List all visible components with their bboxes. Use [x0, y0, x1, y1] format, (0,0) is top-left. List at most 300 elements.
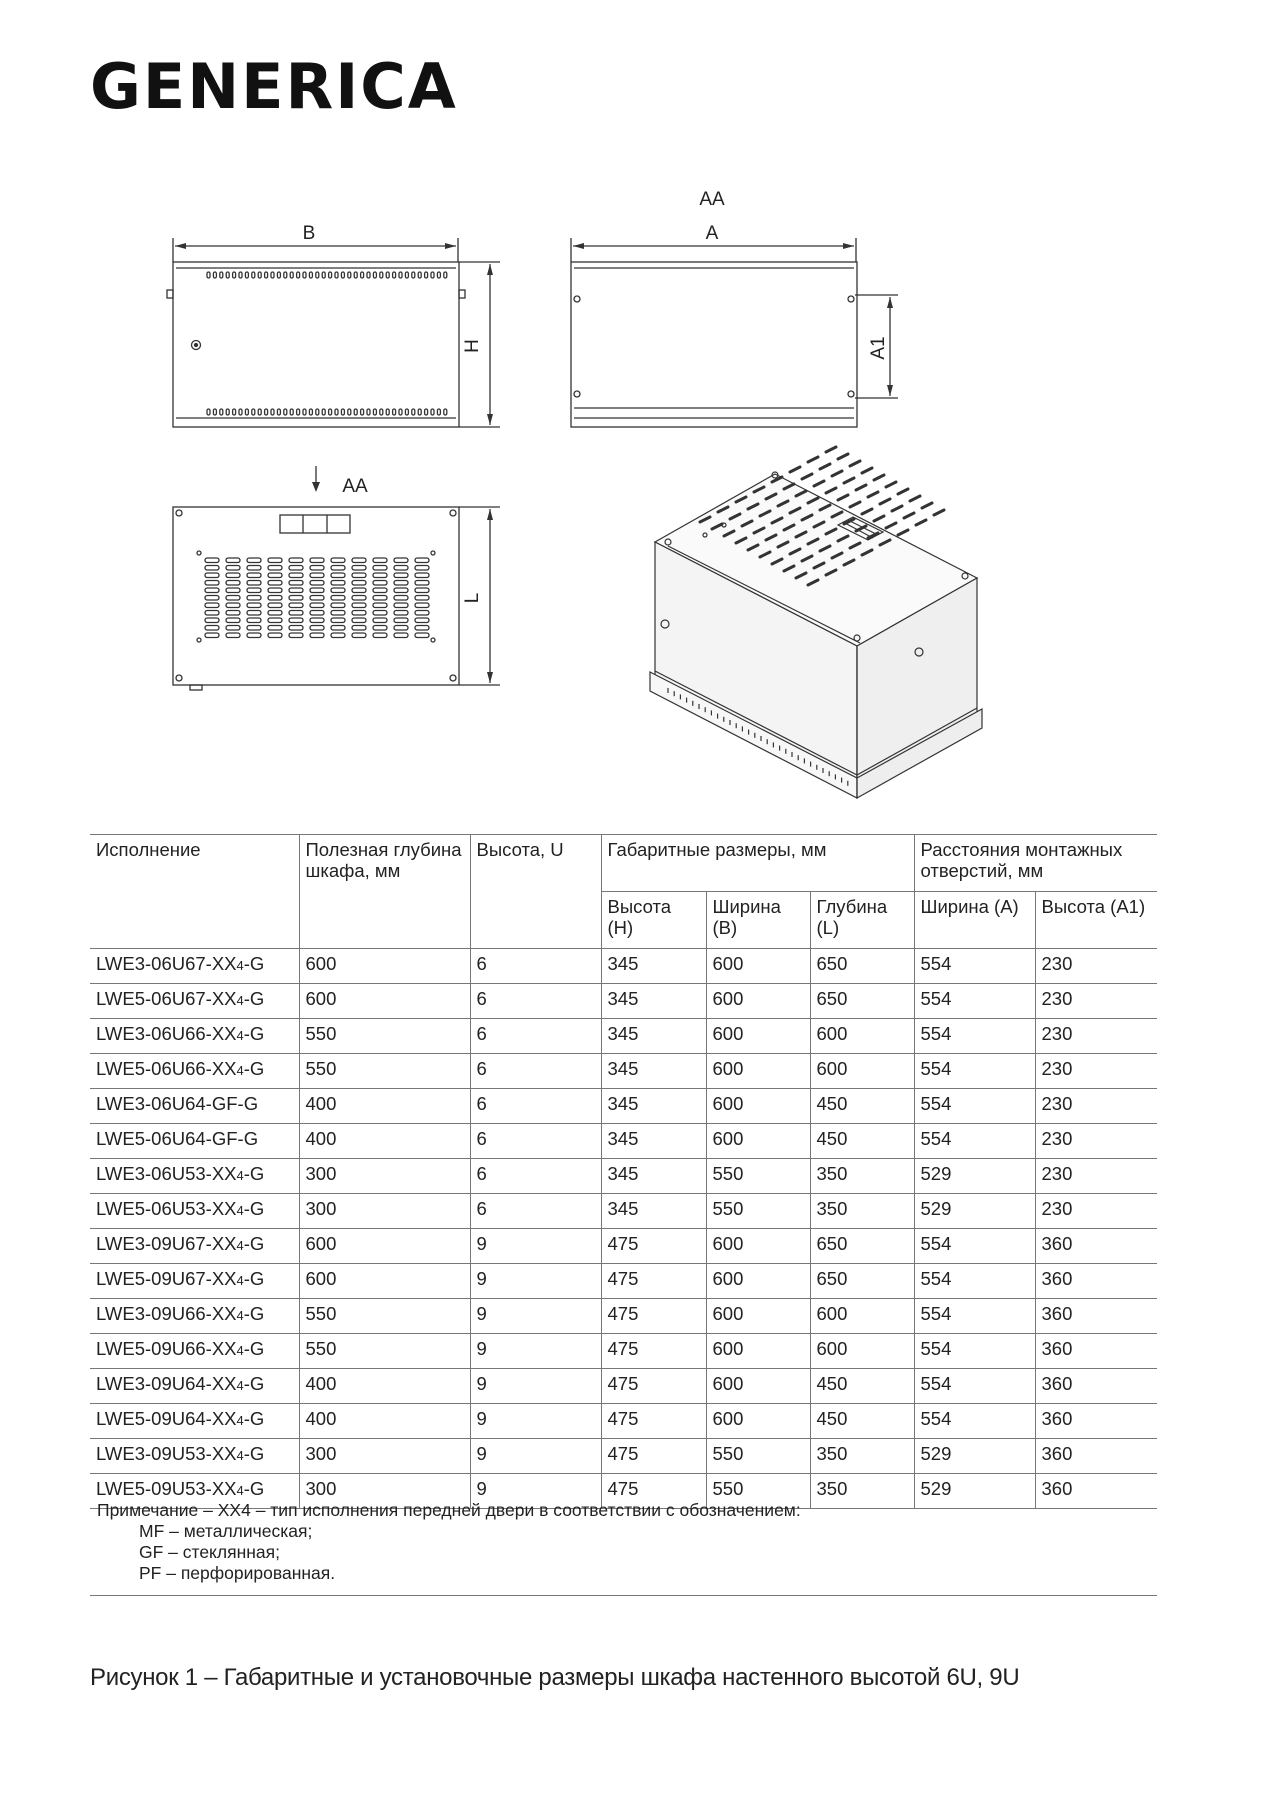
- vent-slot: [284, 272, 287, 278]
- specs-table: [90, 834, 1157, 1509]
- cell-a: 554: [914, 1264, 1035, 1299]
- table-row: [90, 1159, 1157, 1194]
- vent-slot: [394, 566, 408, 571]
- cell-b: 600: [706, 1089, 810, 1124]
- vent-slot: [394, 588, 408, 593]
- vent-slot: [226, 558, 240, 563]
- cell-h: 475: [601, 1264, 706, 1299]
- cell-units: 9: [470, 1439, 601, 1474]
- vent-slot: [394, 581, 408, 586]
- vent-slot: [373, 573, 387, 578]
- vent-slot: [213, 409, 216, 415]
- vent-slot: [258, 409, 261, 415]
- cell-depth: 550: [299, 1299, 470, 1334]
- vent-slot: [415, 558, 429, 563]
- front-height-label: H: [462, 339, 483, 353]
- vent-slot: [425, 272, 428, 278]
- vent-slot: [220, 409, 223, 415]
- vent-slot: [431, 409, 434, 415]
- cell-a: 529: [914, 1474, 1035, 1509]
- vent-slot: [904, 513, 914, 518]
- vent-slot: [239, 409, 242, 415]
- vent-slot: [310, 626, 324, 631]
- vent-slot: [289, 618, 303, 623]
- vent-slot: [352, 618, 366, 623]
- vent-slot: [373, 581, 387, 586]
- cell-model: LWE3-06U64-GF-G: [90, 1089, 299, 1124]
- vent-slot: [331, 588, 345, 593]
- vent-slot: [226, 409, 229, 415]
- vent-slot: [437, 272, 440, 278]
- table-row: [90, 1299, 1157, 1334]
- vent-slot: [226, 573, 240, 578]
- vent-slot: [226, 581, 240, 586]
- cell-l: 350: [810, 1159, 914, 1194]
- cell-l: 600: [810, 1019, 914, 1054]
- top-depth-label: L: [462, 592, 483, 604]
- cell-a: 529: [914, 1194, 1035, 1229]
- cell-b: 600: [706, 1229, 810, 1264]
- table-row: [90, 1054, 1157, 1089]
- vent-slot: [373, 618, 387, 623]
- vent-slot: [205, 611, 219, 616]
- note-item-pf: PF – перфорированная.: [139, 1563, 336, 1583]
- vent-slot: [348, 409, 351, 415]
- vent-slot: [226, 272, 229, 278]
- vent-slot: [418, 272, 421, 278]
- vent-slot: [393, 272, 396, 278]
- cell-model: LWE5-06U64-GF-G: [90, 1124, 299, 1159]
- vent-slot: [862, 468, 872, 473]
- cell-a: 554: [914, 1124, 1035, 1159]
- vent-slot: [886, 523, 896, 528]
- table-row: [90, 1334, 1157, 1369]
- vent-slot: [862, 509, 872, 514]
- vent-slot: [309, 272, 312, 278]
- vent-slot: [322, 409, 325, 415]
- vent-slot: [415, 603, 429, 608]
- cell-model: LWE5-09U64-XX4-G: [90, 1404, 299, 1439]
- vent-slot: [245, 272, 248, 278]
- vent-slot: [207, 272, 210, 278]
- vent-slot: [289, 566, 303, 571]
- vent-slot: [394, 573, 408, 578]
- vent-slot: [880, 499, 890, 504]
- vent-slot: [329, 409, 332, 415]
- vent-slot: [205, 618, 219, 623]
- vent-slot: [331, 611, 345, 616]
- cell-b: 600: [706, 1124, 810, 1159]
- vent-slot: [247, 618, 261, 623]
- cell-l: 450: [810, 1089, 914, 1124]
- vent-slot: [226, 618, 240, 623]
- technical-drawings: [0, 150, 1280, 810]
- cell-units: 6: [470, 984, 601, 1019]
- vent-slot: [310, 618, 324, 623]
- header-depth-l: Глубина (L): [810, 892, 914, 949]
- note-block: [97, 1500, 1157, 1584]
- cell-depth: 300: [299, 1474, 470, 1509]
- cell-model: LWE5-09U66-XX4-G: [90, 1334, 299, 1369]
- vent-slot: [437, 409, 440, 415]
- cell-model: LWE5-09U67-XX4-G: [90, 1264, 299, 1299]
- table-row: [90, 1194, 1157, 1229]
- cell-model: LWE5-06U67-XX4-G: [90, 984, 299, 1019]
- cell-b: 600: [706, 1054, 810, 1089]
- cell-a1: 360: [1035, 1334, 1157, 1369]
- vent-slot: [289, 588, 303, 593]
- cell-depth: 600: [299, 1229, 470, 1264]
- vent-slot: [226, 633, 240, 638]
- vent-slot: [331, 581, 345, 586]
- vent-slot: [252, 409, 255, 415]
- vent-slot: [331, 618, 345, 623]
- cell-l: 350: [810, 1474, 914, 1509]
- vent-slot: [290, 409, 293, 415]
- vent-slot: [352, 611, 366, 616]
- cell-depth: 300: [299, 1159, 470, 1194]
- vent-slot: [205, 633, 219, 638]
- vent-slot: [310, 603, 324, 608]
- vent-slot: [367, 409, 370, 415]
- cell-depth: 550: [299, 1019, 470, 1054]
- vent-slot: [790, 467, 800, 472]
- vent-slot: [393, 409, 396, 415]
- vent-slot: [373, 566, 387, 571]
- cell-h: 475: [601, 1474, 706, 1509]
- cell-units: 6: [470, 1054, 601, 1089]
- vent-slot: [258, 272, 261, 278]
- vent-slot: [832, 471, 842, 476]
- vent-slot: [310, 573, 324, 578]
- vent-slot: [226, 596, 240, 601]
- vent-slot: [316, 272, 319, 278]
- cell-b: 600: [706, 1299, 810, 1334]
- vent-slot: [247, 558, 261, 563]
- vent-slot: [352, 581, 366, 586]
- cell-depth: 550: [299, 1334, 470, 1369]
- vent-slot: [252, 272, 255, 278]
- vent-slot: [268, 558, 282, 563]
- header-width-b: Ширина (B): [706, 892, 810, 949]
- vent-slot: [226, 603, 240, 608]
- vent-slot: [310, 588, 324, 593]
- cell-depth: 600: [299, 984, 470, 1019]
- cell-h: 345: [601, 1159, 706, 1194]
- vent-slot: [380, 272, 383, 278]
- vent-slot: [361, 272, 364, 278]
- cell-h: 475: [601, 1439, 706, 1474]
- vent-slot: [310, 596, 324, 601]
- cell-units: 9: [470, 1369, 601, 1404]
- vent-slot: [394, 603, 408, 608]
- cell-a: 554: [914, 1229, 1035, 1264]
- vent-slot: [415, 566, 429, 571]
- vent-slot: [808, 457, 818, 462]
- cell-l: 350: [810, 1439, 914, 1474]
- vent-slot: [310, 566, 324, 571]
- table-row: [90, 1369, 1157, 1404]
- cell-a1: 360: [1035, 1299, 1157, 1334]
- cell-l: 650: [810, 1229, 914, 1264]
- cell-b: 550: [706, 1474, 810, 1509]
- vent-slot: [405, 409, 408, 415]
- table-row: [90, 1124, 1157, 1159]
- vent-slot: [394, 626, 408, 631]
- top-section-label: AA: [342, 476, 368, 497]
- cell-b: 600: [706, 1264, 810, 1299]
- vent-slot: [898, 489, 908, 494]
- vent-slot: [247, 596, 261, 601]
- vent-slot: [303, 409, 306, 415]
- vent-slot: [284, 409, 287, 415]
- vent-slot: [268, 618, 282, 623]
- front-width-label: B: [302, 223, 316, 244]
- vent-slot: [380, 409, 383, 415]
- vent-slot: [289, 596, 303, 601]
- vent-slot: [352, 603, 366, 608]
- table-row: [90, 984, 1157, 1019]
- vent-slot: [277, 409, 280, 415]
- vent-slot: [289, 611, 303, 616]
- vent-slot: [205, 558, 219, 563]
- vent-slot: [373, 272, 376, 278]
- vent-slot: [289, 573, 303, 578]
- cell-b: 600: [706, 1019, 810, 1054]
- cell-a: 554: [914, 1404, 1035, 1439]
- vent-slot: [331, 603, 345, 608]
- vent-slot: [331, 558, 345, 563]
- note-item-mf: MF – металлическая;: [139, 1521, 313, 1541]
- vent-slot: [352, 633, 366, 638]
- cell-units: 6: [470, 1159, 601, 1194]
- vent-slot: [341, 272, 344, 278]
- cell-a1: 230: [1035, 1124, 1157, 1159]
- cell-l: 650: [810, 984, 914, 1019]
- vent-slot: [226, 566, 240, 571]
- rear-section-label: AA: [699, 189, 725, 210]
- vent-slot: [394, 596, 408, 601]
- vent-slot: [207, 409, 210, 415]
- vent-slot: [373, 633, 387, 638]
- cell-depth: 600: [299, 1264, 470, 1299]
- vent-slot: [268, 573, 282, 578]
- cell-a: 554: [914, 1334, 1035, 1369]
- rear-width-label: A: [705, 223, 719, 244]
- cell-a1: 360: [1035, 1439, 1157, 1474]
- vent-slot: [331, 596, 345, 601]
- front-view: [167, 238, 500, 427]
- vent-slot: [874, 475, 884, 480]
- figure-caption: Рисунок 1 – Габаритные и установочные размеры шкафа настенного высотой 6U, 9U: [90, 1664, 1020, 1691]
- vent-slot: [247, 581, 261, 586]
- cell-h: 345: [601, 1124, 706, 1159]
- cell-units: 9: [470, 1264, 601, 1299]
- header-model: Исполнение: [90, 835, 299, 949]
- vent-slot: [310, 558, 324, 563]
- cell-model: LWE3-06U67-XX4-G: [90, 949, 299, 984]
- vent-slot: [399, 272, 402, 278]
- vent-slot: [886, 482, 896, 487]
- vent-slot: [373, 596, 387, 601]
- vent-slot: [268, 566, 282, 571]
- rear-mount-label: A1: [868, 336, 889, 360]
- cell-a: 529: [914, 1159, 1035, 1194]
- note-item-gf: GF – стеклянная;: [139, 1542, 280, 1562]
- cell-units: 9: [470, 1474, 601, 1509]
- vent-slot: [898, 530, 908, 535]
- vent-slot: [331, 626, 345, 631]
- top-view: [173, 466, 500, 690]
- vent-slot: [838, 454, 848, 459]
- vent-slot: [352, 566, 366, 571]
- cell-l: 600: [810, 1054, 914, 1089]
- cell-l: 450: [810, 1124, 914, 1159]
- cell-h: 345: [601, 1019, 706, 1054]
- cell-units: 9: [470, 1334, 601, 1369]
- cell-l: 600: [810, 1334, 914, 1369]
- vent-slot: [352, 558, 366, 563]
- table-row: [90, 1089, 1157, 1124]
- cell-h: 475: [601, 1334, 706, 1369]
- vent-slot: [322, 272, 325, 278]
- vent-slot: [352, 596, 366, 601]
- cell-model: LWE3-09U67-XX4-G: [90, 1229, 299, 1264]
- vent-slot: [247, 603, 261, 608]
- cell-h: 475: [601, 1404, 706, 1439]
- vent-slot: [316, 409, 319, 415]
- vent-slot: [826, 488, 836, 493]
- cell-a1: 230: [1035, 949, 1157, 984]
- vent-slot: [213, 272, 216, 278]
- cell-b: 550: [706, 1439, 810, 1474]
- vent-slot: [348, 272, 351, 278]
- cell-depth: 300: [299, 1194, 470, 1229]
- header-overall-dimensions: Габаритные размеры, мм: [601, 835, 914, 892]
- vent-slot: [415, 581, 429, 586]
- cell-b: 550: [706, 1159, 810, 1194]
- vent-slot: [331, 573, 345, 578]
- vent-slot: [352, 573, 366, 578]
- vent-slot: [289, 626, 303, 631]
- table-row: [90, 1404, 1157, 1439]
- cell-model: LWE3-09U53-XX4-G: [90, 1439, 299, 1474]
- table-row: [90, 1439, 1157, 1474]
- vent-slot: [297, 409, 300, 415]
- vent-slot: [415, 626, 429, 631]
- vent-slot: [335, 409, 338, 415]
- vent-slot: [226, 626, 240, 631]
- vent-slot: [303, 272, 306, 278]
- vent-slot: [309, 409, 312, 415]
- vent-slot: [247, 633, 261, 638]
- vent-slot: [868, 492, 878, 497]
- cell-h: 345: [601, 1089, 706, 1124]
- cell-a1: 230: [1035, 1159, 1157, 1194]
- cell-model: LWE5-06U53-XX4-G: [90, 1194, 299, 1229]
- vent-slot: [220, 272, 223, 278]
- vent-slot: [205, 596, 219, 601]
- header-units: Высота, U: [470, 835, 601, 949]
- vent-slot: [394, 633, 408, 638]
- vent-slot: [838, 495, 848, 500]
- vent-slot: [367, 272, 370, 278]
- cell-a1: 230: [1035, 1194, 1157, 1229]
- cell-b: 600: [706, 1334, 810, 1369]
- vent-slot: [310, 633, 324, 638]
- cell-units: 9: [470, 1229, 601, 1264]
- vent-slot: [916, 520, 926, 525]
- cell-l: 650: [810, 949, 914, 984]
- vent-slot: [233, 272, 236, 278]
- cell-a1: 230: [1035, 1089, 1157, 1124]
- vent-slot: [268, 596, 282, 601]
- cell-b: 600: [706, 984, 810, 1019]
- cell-model: LWE3-06U66-XX4-G: [90, 1019, 299, 1054]
- table-row: [90, 1264, 1157, 1299]
- cell-depth: 400: [299, 1369, 470, 1404]
- cell-depth: 400: [299, 1089, 470, 1124]
- cell-h: 475: [601, 1299, 706, 1334]
- vent-slot: [373, 588, 387, 593]
- cell-a1: 360: [1035, 1369, 1157, 1404]
- cell-depth: 400: [299, 1124, 470, 1159]
- vent-slot: [310, 581, 324, 586]
- vent-slot: [373, 611, 387, 616]
- vent-slot: [415, 588, 429, 593]
- vent-slot: [268, 633, 282, 638]
- cell-l: 450: [810, 1369, 914, 1404]
- cell-units: 6: [470, 949, 601, 984]
- cell-h: 345: [601, 1054, 706, 1089]
- vent-slot: [850, 502, 860, 507]
- cell-l: 650: [810, 1264, 914, 1299]
- vent-slot: [297, 272, 300, 278]
- cell-h: 345: [601, 984, 706, 1019]
- vent-slot: [425, 409, 428, 415]
- vent-slot: [415, 596, 429, 601]
- cell-units: 9: [470, 1299, 601, 1334]
- vent-slot: [826, 447, 836, 452]
- vent-slot: [341, 409, 344, 415]
- vent-slot: [394, 558, 408, 563]
- vent-slot: [934, 510, 944, 515]
- cell-a: 554: [914, 984, 1035, 1019]
- vent-slot: [335, 272, 338, 278]
- vent-slot: [247, 573, 261, 578]
- note-title: Примечание – XX4 – тип исполнения передней двери в соответствии с обозначением:: [97, 1500, 801, 1520]
- cell-depth: 550: [299, 1054, 470, 1089]
- vent-slot: [892, 506, 902, 511]
- vent-slot: [444, 272, 447, 278]
- cell-a1: 230: [1035, 1054, 1157, 1089]
- cell-model: LWE5-06U66-XX4-G: [90, 1054, 299, 1089]
- cell-b: 600: [706, 1369, 810, 1404]
- cell-a: 554: [914, 1019, 1035, 1054]
- cell-a1: 230: [1035, 1019, 1157, 1054]
- cell-units: 6: [470, 1019, 601, 1054]
- vent-slot: [265, 272, 268, 278]
- vent-slot: [922, 503, 932, 508]
- cell-depth: 600: [299, 949, 470, 984]
- vent-slot: [226, 611, 240, 616]
- cell-a1: 230: [1035, 984, 1157, 1019]
- brand-logo: GENERICA: [90, 50, 458, 123]
- cell-h: 345: [601, 949, 706, 984]
- specs-table-body: [90, 949, 1157, 1509]
- vent-slot: [245, 409, 248, 415]
- vent-slot: [354, 272, 357, 278]
